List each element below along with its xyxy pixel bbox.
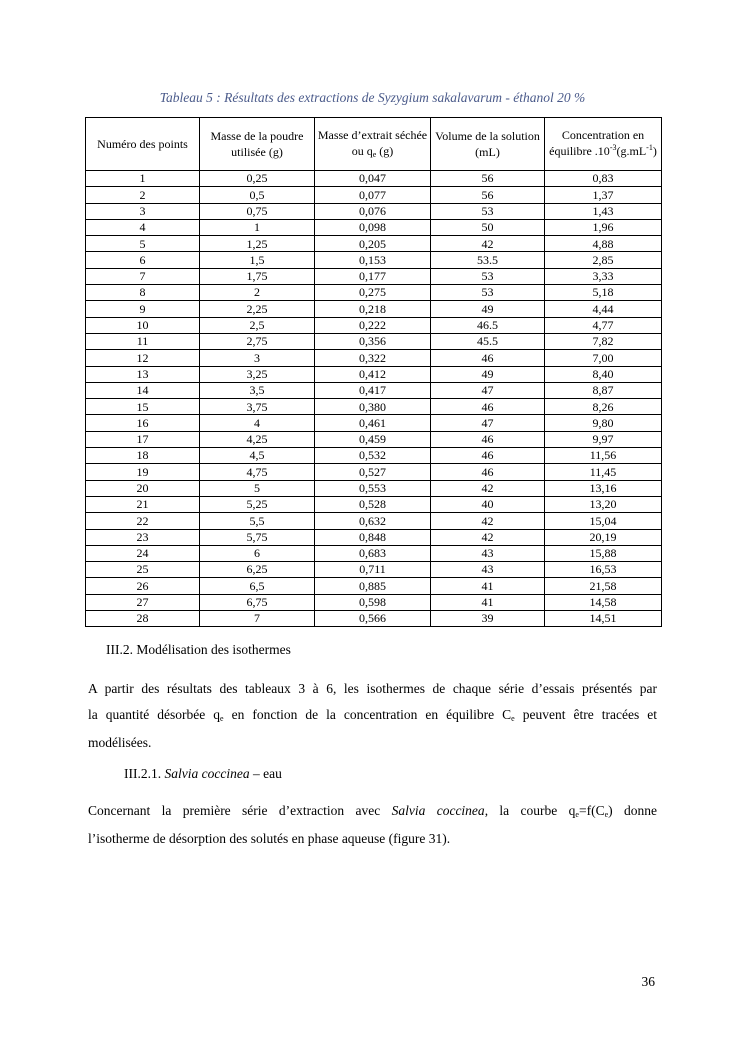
cell-powder-mass: 3,75 <box>200 399 315 415</box>
cell-powder-mass: 1,25 <box>200 236 315 252</box>
table-row <box>86 496 662 512</box>
cell-solution-volume: 53.5 <box>431 252 545 268</box>
cell-extract-mass: 0,153 <box>315 252 431 268</box>
table-row <box>86 415 662 431</box>
cell-extract-mass: 0,553 <box>315 480 431 496</box>
cell-extract-mass: 0,412 <box>315 366 431 382</box>
table-row <box>86 268 662 284</box>
cell-extract-mass: 0,417 <box>315 382 431 398</box>
cell-extract-mass: 0,632 <box>315 513 431 529</box>
cell-point-number: 18 <box>86 448 200 464</box>
table-row <box>86 594 662 610</box>
cell-solution-volume: 42 <box>431 480 545 496</box>
header-conc-text: Concentration en équilibre .10 <box>549 128 645 158</box>
cell-powder-mass: 5,25 <box>200 496 315 512</box>
p2-l1-sub1: e <box>575 810 579 819</box>
cell-concentration: 8,87 <box>545 382 662 398</box>
header-conc-sup: -3 <box>609 143 617 152</box>
cell-extract-mass: 0,566 <box>315 611 431 627</box>
paragraph2-line1 <box>88 798 657 826</box>
cell-point-number: 25 <box>86 562 200 578</box>
p1-l2-sub1: e <box>220 714 224 723</box>
subsection-number: III.2.1. <box>124 766 165 781</box>
cell-point-number: 2 <box>86 187 200 203</box>
cell-point-number: 16 <box>86 415 200 431</box>
cell-powder-mass: 0,75 <box>200 203 315 219</box>
paragraph-salvia <box>88 798 657 852</box>
cell-powder-mass: 0,25 <box>200 171 315 187</box>
table-row <box>86 529 662 545</box>
p2-l1-d: ) donne <box>608 803 657 818</box>
cell-solution-volume: 46 <box>431 464 545 480</box>
cell-powder-mass: 4,25 <box>200 431 315 447</box>
section-heading: III.2. Modélisation des isothermes <box>106 642 291 657</box>
header-equilibrium-concentration <box>545 118 662 171</box>
cell-point-number: 26 <box>86 578 200 594</box>
cell-powder-mass: 2,75 <box>200 333 315 349</box>
cell-point-number: 6 <box>86 252 200 268</box>
cell-point-number: 5 <box>86 236 200 252</box>
cell-extract-mass: 0,356 <box>315 333 431 349</box>
cell-solution-volume: 41 <box>431 594 545 610</box>
cell-concentration: 4,88 <box>545 236 662 252</box>
cell-extract-mass: 0,711 <box>315 562 431 578</box>
cell-powder-mass: 6,5 <box>200 578 315 594</box>
table-row <box>86 611 662 627</box>
table-row <box>86 578 662 594</box>
cell-extract-mass: 0,077 <box>315 187 431 203</box>
cell-extract-mass: 0,528 <box>315 496 431 512</box>
cell-solution-volume: 53 <box>431 203 545 219</box>
cell-powder-mass: 7 <box>200 611 315 627</box>
table-row <box>86 219 662 235</box>
cell-concentration: 4,77 <box>545 317 662 333</box>
table-row <box>86 187 662 203</box>
cell-concentration: 11,56 <box>545 448 662 464</box>
p1-l2-sub2: e <box>511 714 515 723</box>
table-row <box>86 285 662 301</box>
cell-point-number: 1 <box>86 171 200 187</box>
table-row <box>86 366 662 382</box>
cell-concentration: 9,80 <box>545 415 662 431</box>
cell-solution-volume: 39 <box>431 611 545 627</box>
cell-point-number: 13 <box>86 366 200 382</box>
cell-solution-volume: 47 <box>431 382 545 398</box>
cell-solution-volume: 56 <box>431 171 545 187</box>
cell-concentration: 15,04 <box>545 513 662 529</box>
table-row <box>86 301 662 317</box>
table-row <box>86 171 662 187</box>
cell-solution-volume: 43 <box>431 545 545 561</box>
cell-concentration: 1,37 <box>545 187 662 203</box>
cell-solution-volume: 40 <box>431 496 545 512</box>
paragraph1-line3: modélisées. <box>88 735 152 750</box>
table-caption: Tableau 5 : Résultats des extractions de Syzygium sakalavarum - éthanol 20 % <box>159 90 586 105</box>
table-row <box>86 513 662 529</box>
cell-concentration: 3,33 <box>545 268 662 284</box>
cell-extract-mass: 0,222 <box>315 317 431 333</box>
p2-l1-a: Concernant la première série d’extraction avec <box>88 803 392 818</box>
table-header-row <box>86 118 662 171</box>
table-row <box>86 562 662 578</box>
cell-extract-mass: 0,461 <box>315 415 431 431</box>
table-row <box>86 382 662 398</box>
cell-solution-volume: 41 <box>431 578 545 594</box>
cell-point-number: 3 <box>86 203 200 219</box>
cell-powder-mass: 2,5 <box>200 317 315 333</box>
cell-concentration: 20,19 <box>545 529 662 545</box>
cell-concentration: 4,44 <box>545 301 662 317</box>
cell-point-number: 24 <box>86 545 200 561</box>
cell-powder-mass: 3 <box>200 350 315 366</box>
cell-point-number: 20 <box>86 480 200 496</box>
cell-solution-volume: 46 <box>431 431 545 447</box>
header-extract-mass-sub: e <box>372 150 377 159</box>
cell-powder-mass: 1,5 <box>200 252 315 268</box>
cell-concentration: 8,26 <box>545 399 662 415</box>
cell-concentration: 13,20 <box>545 496 662 512</box>
cell-concentration: 15,88 <box>545 545 662 561</box>
cell-powder-mass: 2,25 <box>200 301 315 317</box>
p2-l1-b: , la courbe q <box>484 803 576 818</box>
cell-extract-mass: 0,683 <box>315 545 431 561</box>
cell-extract-mass: 0,459 <box>315 431 431 447</box>
cell-powder-mass: 3,25 <box>200 366 315 382</box>
cell-concentration: 7,00 <box>545 350 662 366</box>
p2-l1-species: Salvia coccinea <box>391 803 485 818</box>
cell-powder-mass: 4,75 <box>200 464 315 480</box>
page-number: 36 <box>641 974 655 989</box>
cell-point-number: 21 <box>86 496 200 512</box>
cell-extract-mass: 0,098 <box>315 219 431 235</box>
table-row <box>86 333 662 349</box>
cell-solution-volume: 42 <box>431 236 545 252</box>
cell-extract-mass: 0,532 <box>315 448 431 464</box>
results-table <box>85 117 662 627</box>
cell-solution-volume: 46 <box>431 350 545 366</box>
cell-concentration: 14,51 <box>545 611 662 627</box>
cell-point-number: 12 <box>86 350 200 366</box>
cell-point-number: 28 <box>86 611 200 627</box>
table-row <box>86 480 662 496</box>
p1-l2-b: en fonction de la concentration en équilibre C <box>223 707 512 722</box>
cell-point-number: 17 <box>86 431 200 447</box>
cell-powder-mass: 6 <box>200 545 315 561</box>
paragraph-isotherms <box>88 676 657 756</box>
header-solution-volume: Volume de la solution (mL) <box>431 118 545 171</box>
cell-powder-mass: 6,25 <box>200 562 315 578</box>
table-row <box>86 545 662 561</box>
cell-powder-mass: 2 <box>200 285 315 301</box>
cell-powder-mass: 1 <box>200 219 315 235</box>
cell-solution-volume: 53 <box>431 268 545 284</box>
cell-solution-volume: 42 <box>431 513 545 529</box>
cell-point-number: 7 <box>86 268 200 284</box>
paragraph2-line2: l’isotherme de désorption des solutés en phase aqueuse (figure 31). <box>88 831 451 846</box>
cell-solution-volume: 46.5 <box>431 317 545 333</box>
cell-solution-volume: 46 <box>431 448 545 464</box>
cell-point-number: 10 <box>86 317 200 333</box>
header-extract-mass-unit: (g) <box>376 144 394 158</box>
cell-point-number: 11 <box>86 333 200 349</box>
cell-solution-volume: 53 <box>431 285 545 301</box>
header-conc-unit: (g.mL <box>616 144 647 158</box>
p2-l1-c: =f(C <box>578 803 605 818</box>
cell-concentration: 1,43 <box>545 203 662 219</box>
table-row <box>86 448 662 464</box>
cell-solution-volume: 49 <box>431 366 545 382</box>
cell-concentration: 8,40 <box>545 366 662 382</box>
cell-concentration: 16,53 <box>545 562 662 578</box>
header-extract-mass <box>315 118 431 171</box>
cell-point-number: 22 <box>86 513 200 529</box>
cell-point-number: 15 <box>86 399 200 415</box>
cell-powder-mass: 1,75 <box>200 268 315 284</box>
p2-l1-sub2: e <box>604 810 609 819</box>
cell-extract-mass: 0,218 <box>315 301 431 317</box>
cell-powder-mass: 0,5 <box>200 187 315 203</box>
header-conc-close: ) <box>652 144 657 158</box>
cell-extract-mass: 0,047 <box>315 171 431 187</box>
cell-point-number: 19 <box>86 464 200 480</box>
table-body <box>86 171 662 627</box>
table-row <box>86 252 662 268</box>
cell-point-number: 27 <box>86 594 200 610</box>
cell-extract-mass: 0,598 <box>315 594 431 610</box>
cell-extract-mass: 0,275 <box>315 285 431 301</box>
cell-solution-volume: 46 <box>431 399 545 415</box>
table-row <box>86 203 662 219</box>
cell-powder-mass: 5,5 <box>200 513 315 529</box>
cell-solution-volume: 42 <box>431 529 545 545</box>
cell-concentration: 14,58 <box>545 594 662 610</box>
subsection-rest: – eau <box>249 766 282 781</box>
cell-concentration: 1,96 <box>545 219 662 235</box>
cell-extract-mass: 0,076 <box>315 203 431 219</box>
subsection-species: Salvia coccinea <box>164 766 250 781</box>
cell-powder-mass: 3,5 <box>200 382 315 398</box>
cell-point-number: 9 <box>86 301 200 317</box>
table-row <box>86 350 662 366</box>
cell-solution-volume: 50 <box>431 219 545 235</box>
cell-extract-mass: 0,527 <box>315 464 431 480</box>
cell-point-number: 4 <box>86 219 200 235</box>
header-point-number: Numéro des points <box>86 118 200 171</box>
cell-solution-volume: 43 <box>431 562 545 578</box>
table-row <box>86 317 662 333</box>
cell-concentration: 21,58 <box>545 578 662 594</box>
cell-solution-volume: 45.5 <box>431 333 545 349</box>
cell-concentration: 2,85 <box>545 252 662 268</box>
cell-concentration: 0,83 <box>545 171 662 187</box>
table-row <box>86 464 662 480</box>
header-extract-mass-text: Masse d’extrait séchée ou q <box>317 128 428 158</box>
cell-powder-mass: 6,75 <box>200 594 315 610</box>
cell-extract-mass: 0,848 <box>315 529 431 545</box>
cell-solution-volume: 49 <box>431 301 545 317</box>
cell-extract-mass: 0,205 <box>315 236 431 252</box>
cell-point-number: 23 <box>86 529 200 545</box>
cell-solution-volume: 56 <box>431 187 545 203</box>
p1-l2-c: peuvent être tracées et <box>514 707 657 722</box>
cell-extract-mass: 0,177 <box>315 268 431 284</box>
subsection-heading <box>124 766 282 782</box>
cell-solution-volume: 47 <box>431 415 545 431</box>
p1-l2-a: la quantité désorbée q <box>88 707 221 722</box>
cell-concentration: 5,18 <box>545 285 662 301</box>
header-conc-sup2: -1 <box>646 143 653 152</box>
cell-powder-mass: 4 <box>200 415 315 431</box>
table-row <box>86 236 662 252</box>
cell-powder-mass: 5 <box>200 480 315 496</box>
cell-powder-mass: 4,5 <box>200 448 315 464</box>
cell-concentration: 7,82 <box>545 333 662 349</box>
paragraph1-line2 <box>88 702 657 730</box>
header-powder-mass: Masse de la poudre utilisée (g) <box>200 118 315 171</box>
cell-powder-mass: 5,75 <box>200 529 315 545</box>
cell-concentration: 9,97 <box>545 431 662 447</box>
cell-extract-mass: 0,322 <box>315 350 431 366</box>
cell-extract-mass: 0,380 <box>315 399 431 415</box>
paragraph1-line1: A partir des résultats des tableaux 3 à 6, les isothermes de chaque série d’essais présentés par <box>88 681 657 696</box>
cell-concentration: 11,45 <box>545 464 662 480</box>
table-row <box>86 431 662 447</box>
cell-point-number: 14 <box>86 382 200 398</box>
cell-concentration: 13,16 <box>545 480 662 496</box>
cell-extract-mass: 0,885 <box>315 578 431 594</box>
table-row <box>86 399 662 415</box>
cell-point-number: 8 <box>86 285 200 301</box>
